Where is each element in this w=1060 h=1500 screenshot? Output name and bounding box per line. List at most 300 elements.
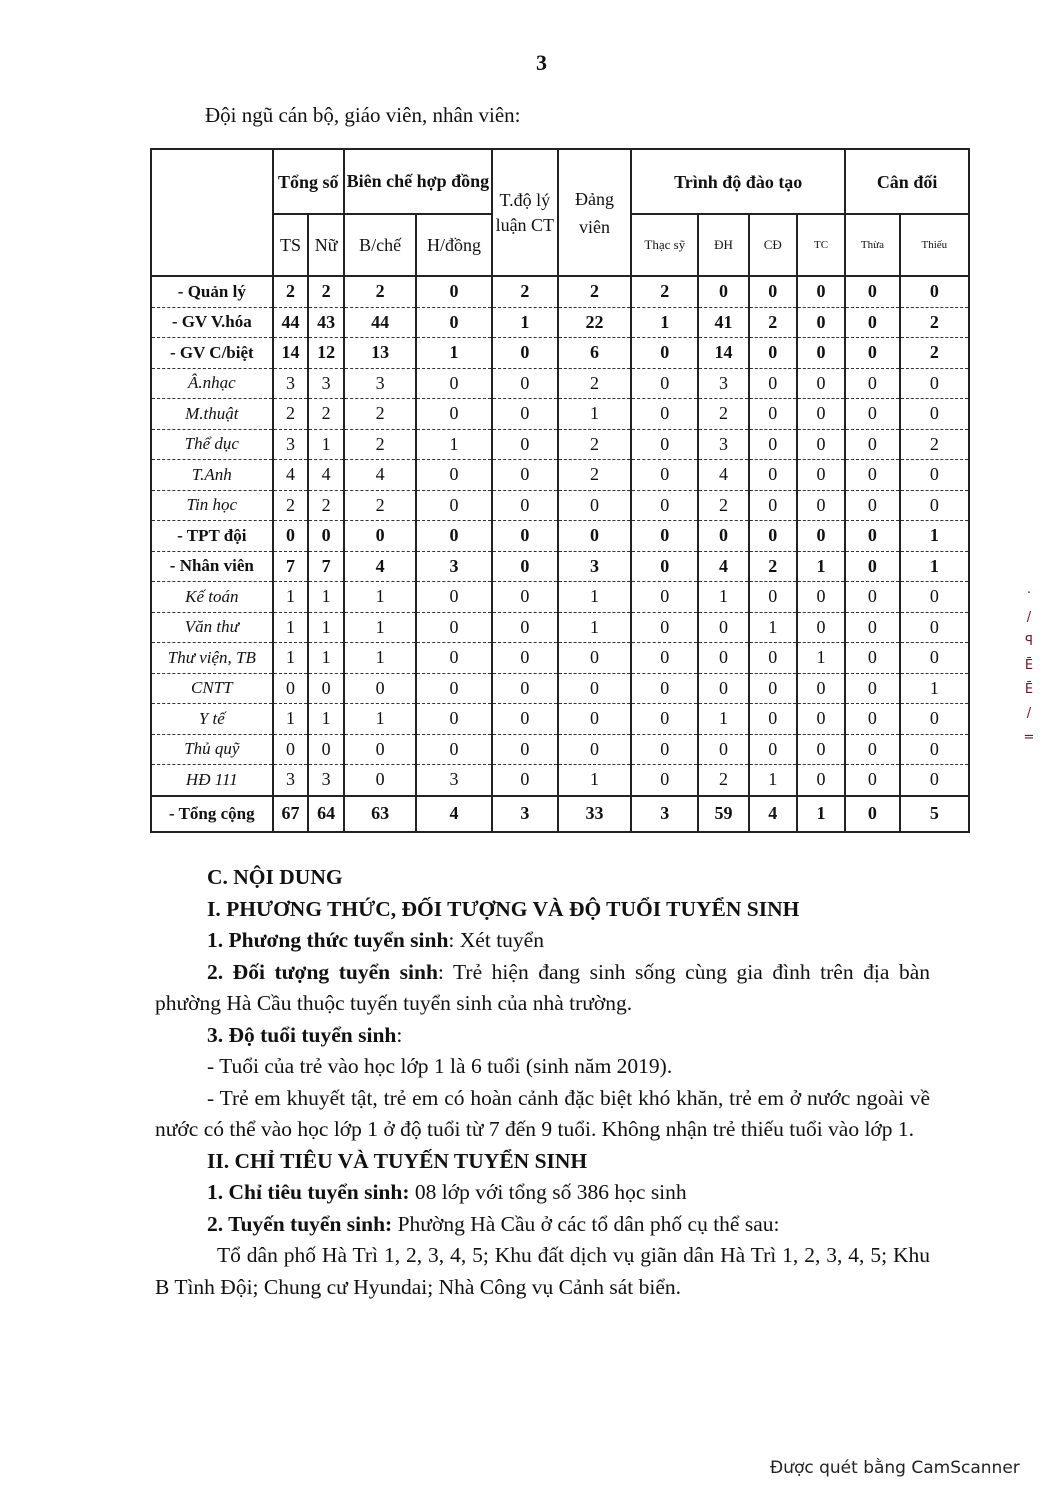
table-cell: 1: [416, 429, 492, 460]
item-1-text: : Xét tuyển: [448, 928, 544, 952]
table-cell: 0: [845, 673, 900, 704]
table-cell: 0: [698, 673, 748, 704]
table-row: [151, 643, 969, 674]
table-cell: 2: [558, 460, 631, 491]
margin-mark: =: [1023, 730, 1035, 745]
table-cell: 2: [308, 490, 344, 521]
row-label: Thể dục: [151, 429, 273, 460]
table-cell: 1: [749, 612, 797, 643]
table-cell: 59: [698, 796, 748, 832]
table-row: [151, 338, 969, 369]
table-cell: 0: [273, 521, 309, 552]
table-cell: 0: [749, 734, 797, 765]
subheader-bche: B/chế: [344, 214, 416, 276]
table-cell: 0: [749, 704, 797, 735]
staff-table-body: [151, 276, 969, 832]
table-cell: 3: [558, 551, 631, 582]
table-cell: 0: [797, 582, 845, 613]
table-cell: 0: [416, 582, 492, 613]
table-cell: 0: [416, 368, 492, 399]
table-cell: 1: [344, 643, 416, 674]
table-cell: 0: [416, 460, 492, 491]
table-cell: 2: [344, 429, 416, 460]
table-cell: 0: [558, 673, 631, 704]
table-cell: 0: [631, 368, 698, 399]
route-item: [155, 1209, 930, 1241]
table-cell: 0: [845, 338, 900, 369]
subheader-tc: TC: [797, 214, 845, 276]
table-cell: 0: [416, 521, 492, 552]
table-cell: 0: [492, 460, 558, 491]
table-cell: 0: [845, 276, 900, 307]
table-cell: 1: [344, 704, 416, 735]
table-cell: 2: [273, 276, 309, 307]
item-1: [155, 925, 930, 957]
table-cell: 0: [797, 460, 845, 491]
table-cell: 0: [492, 490, 558, 521]
row-label: - Quản lý: [151, 276, 273, 307]
table-cell: 0: [845, 307, 900, 338]
table-cell: 0: [631, 643, 698, 674]
table-cell: 0: [900, 582, 969, 613]
table-cell: 3: [698, 368, 748, 399]
table-row: [151, 307, 969, 338]
table-cell: 0: [698, 643, 748, 674]
table-row: [151, 551, 969, 582]
table-cell: 0: [492, 673, 558, 704]
table-cell: 0: [797, 490, 845, 521]
table-cell: 0: [749, 429, 797, 460]
table-cell: 0: [797, 765, 845, 796]
table-row: [151, 368, 969, 399]
header-tong-so: Tổng số: [273, 149, 344, 214]
route-text: Phường Hà Cầu ở các tổ dân phố cụ thể sau:: [392, 1211, 780, 1236]
table-cell: 7: [308, 551, 344, 582]
table-cell: 1: [900, 521, 969, 552]
table-cell: 1: [308, 582, 344, 613]
table-cell: 7: [273, 551, 309, 582]
subheader-dh: ĐH: [698, 214, 748, 276]
header-blank: [151, 149, 273, 276]
table-cell: 0: [845, 490, 900, 521]
table-cell: 0: [900, 368, 969, 399]
table-cell: 1: [416, 338, 492, 369]
table-cell: 0: [631, 338, 698, 369]
table-cell: 2: [698, 399, 748, 430]
document-content: [155, 862, 930, 1303]
table-cell: 44: [344, 307, 416, 338]
table-cell: 41: [698, 307, 748, 338]
header-can-doi: Cân đối: [845, 149, 969, 214]
table-cell: 2: [344, 399, 416, 430]
table-cell: 0: [492, 765, 558, 796]
table-row: [151, 765, 969, 796]
table-cell: 1: [273, 704, 309, 735]
table-cell: 0: [631, 612, 698, 643]
table-cell: 1: [797, 551, 845, 582]
table-cell: 0: [308, 673, 344, 704]
table-cell: 2: [900, 429, 969, 460]
table-cell: 2: [558, 429, 631, 460]
table-cell: 44: [273, 307, 309, 338]
table-cell: 3: [273, 429, 309, 460]
table-cell: 1: [273, 612, 309, 643]
table-cell: 6: [558, 338, 631, 369]
table-cell: 5: [900, 796, 969, 832]
table-cell: 0: [631, 460, 698, 491]
header-bien-che: Biên chế hợp đồng: [344, 149, 492, 214]
table-cell: 0: [344, 765, 416, 796]
table-cell: 1: [797, 643, 845, 674]
row-label: Thư viện, TB: [151, 643, 273, 674]
table-cell: 0: [845, 368, 900, 399]
table-cell: 2: [900, 338, 969, 369]
table-cell: 0: [558, 643, 631, 674]
table-cell: 63: [344, 796, 416, 832]
table-cell: 4: [273, 460, 309, 491]
margin-mark: /: [1026, 706, 1032, 721]
table-cell: 0: [797, 276, 845, 307]
table-row: [151, 673, 969, 704]
header-dang-vien: Đảng viên: [558, 149, 631, 276]
table-cell: 0: [558, 734, 631, 765]
table-cell: 2: [492, 276, 558, 307]
table-cell: 0: [797, 338, 845, 369]
table-cell: 0: [749, 582, 797, 613]
table-cell: 0: [492, 521, 558, 552]
table-cell: 0: [797, 368, 845, 399]
item-1-label: 1. Phương thức tuyển sinh: [207, 928, 449, 952]
table-cell: 0: [492, 612, 558, 643]
table-cell: 0: [797, 704, 845, 735]
row-label: HĐ 111: [151, 765, 273, 796]
table-cell: 0: [845, 796, 900, 832]
table-cell: 4: [308, 460, 344, 491]
quota-label: 1. Chỉ tiêu tuyển sinh:: [207, 1180, 410, 1204]
table-cell: 0: [698, 521, 748, 552]
table-cell: 4: [344, 460, 416, 491]
table-cell: 0: [845, 734, 900, 765]
table-cell: 0: [631, 734, 698, 765]
subheader-thac-sy: Thạc sỹ: [631, 214, 698, 276]
table-cell: 2: [273, 399, 309, 430]
table-cell: 0: [631, 490, 698, 521]
table-cell: 0: [631, 673, 698, 704]
section-1-heading: I. PHƯƠNG THỨC, ĐỐI TƯỢNG VÀ ĐỘ TUỔI TUYỂN SINH: [207, 896, 800, 921]
table-cell: 3: [631, 796, 698, 832]
table-cell: 0: [416, 490, 492, 521]
table-cell: 1: [558, 399, 631, 430]
table-cell: 14: [698, 338, 748, 369]
table-cell: 0: [416, 399, 492, 430]
table-cell: 2: [344, 276, 416, 307]
table-cell: 0: [845, 521, 900, 552]
table-cell: 0: [797, 521, 845, 552]
table-cell: 33: [558, 796, 631, 832]
row-label: CNTT: [151, 673, 273, 704]
table-cell: 0: [631, 399, 698, 430]
table-cell: 1: [558, 765, 631, 796]
table-cell: 0: [698, 734, 748, 765]
margin-mark: ·: [1026, 586, 1032, 601]
table-cell: 0: [631, 704, 698, 735]
subheader-hdong: H/đồng: [416, 214, 492, 276]
table-cell: 0: [749, 338, 797, 369]
table-cell: 4: [698, 460, 748, 491]
table-cell: 0: [749, 460, 797, 491]
item-3-label: 3. Độ tuổi tuyển sinh: [207, 1022, 397, 1047]
table-cell: 0: [797, 429, 845, 460]
camscanner-watermark: Được quét bằng CamScanner: [770, 1458, 1020, 1478]
table-cell: 0: [492, 338, 558, 369]
table-row: [151, 796, 969, 832]
table-cell: 3: [273, 765, 309, 796]
table-cell: 3: [344, 368, 416, 399]
table-cell: 0: [845, 399, 900, 430]
item-3-colon: :: [396, 1022, 403, 1047]
item-2-label: 2. Đối tượng tuyển sinh: [207, 959, 438, 984]
table-row: [151, 429, 969, 460]
table-cell: 1: [797, 796, 845, 832]
row-label: Kế toán: [151, 582, 273, 613]
table-cell: 1: [900, 673, 969, 704]
table-cell: 1: [698, 582, 748, 613]
table-cell: 0: [900, 734, 969, 765]
table-cell: 1: [749, 765, 797, 796]
table-cell: 1: [308, 612, 344, 643]
item-3: [155, 1020, 930, 1052]
table-cell: 0: [797, 612, 845, 643]
table-cell: 0: [273, 673, 309, 704]
row-label: Tin học: [151, 490, 273, 521]
margin-mark: Ē: [1024, 682, 1034, 697]
row-label: M.thuật: [151, 399, 273, 430]
table-cell: 0: [492, 734, 558, 765]
table-cell: 0: [344, 673, 416, 704]
table-cell: 1: [308, 643, 344, 674]
row-label: - Tổng cộng: [151, 796, 273, 832]
margin-mark: ꟼ: [1025, 634, 1033, 649]
table-cell: 0: [308, 734, 344, 765]
subheader-ts: TS: [273, 214, 309, 276]
subheader-thua: Thừa: [845, 214, 900, 276]
header-tdo-ly-luan: T.độ lý luận CT: [492, 149, 558, 276]
table-cell: 1: [492, 307, 558, 338]
item-3-bullet-2: - Trẻ em khuyết tật, trẻ em có hoàn cảnh đặc biệt khó khăn, trẻ em ở nước ngoài về nước có thể vào học lớp 1 ở độ tuổi từ 7 đến 9 tuổi. Không nhận trẻ thiếu tuổi vào lớp 1.: [155, 1085, 930, 1141]
table-cell: 0: [631, 429, 698, 460]
table-cell: 3: [492, 796, 558, 832]
subheader-thieu: Thiếu: [900, 214, 969, 276]
table-cell: 0: [558, 704, 631, 735]
table-cell: 2: [308, 399, 344, 430]
table-cell: 0: [273, 734, 309, 765]
table-cell: 0: [797, 307, 845, 338]
margin-mark: Ē: [1024, 658, 1034, 673]
table-cell: 0: [900, 490, 969, 521]
table-cell: 0: [845, 551, 900, 582]
table-cell: 1: [698, 704, 748, 735]
table-cell: 3: [416, 765, 492, 796]
section-c-heading: C. NỘI DUNG: [207, 865, 343, 889]
table-cell: 0: [749, 643, 797, 674]
table-cell: 0: [416, 704, 492, 735]
item-2: [155, 957, 930, 1020]
table-row: [151, 582, 969, 613]
table-row: [151, 460, 969, 491]
table-cell: 0: [749, 521, 797, 552]
section-2-heading: II. CHỈ TIÊU VÀ TUYẾN TUYỂN SINH: [207, 1148, 588, 1173]
table-cell: 0: [900, 276, 969, 307]
table-cell: 0: [631, 765, 698, 796]
table-cell: 0: [797, 399, 845, 430]
table-cell: 0: [492, 704, 558, 735]
staff-table: [150, 148, 970, 833]
table-cell: 0: [900, 399, 969, 430]
table-cell: 0: [492, 368, 558, 399]
table-cell: 0: [698, 612, 748, 643]
row-label: - GV C/biệt: [151, 338, 273, 369]
row-label: - Nhân viên: [151, 551, 273, 582]
table-cell: 0: [900, 612, 969, 643]
table-row: [151, 399, 969, 430]
table-cell: 0: [344, 521, 416, 552]
table-row: [151, 704, 969, 735]
subheader-cd: CĐ: [749, 214, 797, 276]
table-cell: 3: [416, 551, 492, 582]
table-cell: 0: [416, 307, 492, 338]
quota-item: [155, 1177, 930, 1209]
table-cell: 1: [344, 582, 416, 613]
table-cell: 0: [900, 765, 969, 796]
row-label: T.Anh: [151, 460, 273, 491]
quota-text: 08 lớp với tổng số 386 học sinh: [409, 1180, 687, 1204]
table-cell: 2: [558, 276, 631, 307]
table-cell: 1: [344, 612, 416, 643]
table-cell: 0: [797, 673, 845, 704]
table-cell: 1: [308, 429, 344, 460]
table-cell: 3: [273, 368, 309, 399]
table-cell: 0: [558, 521, 631, 552]
table-cell: 0: [845, 612, 900, 643]
item-2-text: : Trẻ hiện đang sinh sống cùng gia đình trên địa bàn phường Hà Cầu thuộc tuyến tuyển sinh của nhà trường.: [155, 959, 930, 1015]
table-cell: 0: [631, 551, 698, 582]
table-cell: 2: [273, 490, 309, 521]
row-label: Â.nhạc: [151, 368, 273, 399]
table-cell: 0: [749, 368, 797, 399]
table-cell: 0: [344, 734, 416, 765]
page-number: 3: [536, 50, 547, 75]
table-cell: 4: [749, 796, 797, 832]
table-cell: 0: [749, 399, 797, 430]
table-cell: 0: [749, 276, 797, 307]
table-cell: 0: [416, 643, 492, 674]
route-label: 2. Tuyến tuyển sinh:: [207, 1211, 393, 1236]
table-cell: 1: [900, 551, 969, 582]
table-cell: 0: [558, 490, 631, 521]
table-cell: 0: [900, 643, 969, 674]
row-label: - GV V.hóa: [151, 307, 273, 338]
header-trinh-do: Trình độ đào tạo: [631, 149, 845, 214]
table-cell: 0: [845, 582, 900, 613]
table-cell: 0: [492, 582, 558, 613]
table-cell: 0: [749, 490, 797, 521]
table-cell: 0: [631, 521, 698, 552]
table-cell: 0: [416, 673, 492, 704]
table-cell: 2: [698, 765, 748, 796]
table-cell: 4: [416, 796, 492, 832]
table-cell: 3: [698, 429, 748, 460]
table-cell: 0: [416, 276, 492, 307]
table-cell: 22: [558, 307, 631, 338]
table-cell: 4: [698, 551, 748, 582]
margin-mark: /: [1026, 610, 1032, 625]
table-cell: 0: [845, 765, 900, 796]
table-cell: 3: [308, 368, 344, 399]
table-cell: 2: [749, 551, 797, 582]
route-detail: Tổ dân phố Hà Trì 1, 2, 3, 4, 5; Khu đất dịch vụ giãn dân Hà Trì 1, 2, 3, 4, 5; Khu B Tình Đội; Chung cư Hyundai; Nhà Công vụ Cảnh sát biển.: [155, 1243, 930, 1299]
table-cell: 0: [797, 734, 845, 765]
table-cell: 2: [344, 490, 416, 521]
table-cell: 0: [631, 582, 698, 613]
table-cell: 0: [492, 399, 558, 430]
item-3-bullet-1: - Tuổi của trẻ vào học lớp 1 là 6 tuổi (sinh năm 2019).: [207, 1054, 673, 1078]
row-label: Thủ quỹ: [151, 734, 273, 765]
table-cell: 0: [900, 704, 969, 735]
table-cell: 0: [845, 704, 900, 735]
table-row: [151, 734, 969, 765]
table-row: [151, 612, 969, 643]
staff-intro-heading: Đội ngũ cán bộ, giáo viên, nhân viên:: [205, 103, 521, 127]
table-cell: 2: [631, 276, 698, 307]
table-cell: 12: [308, 338, 344, 369]
table-cell: 0: [845, 460, 900, 491]
table-cell: 0: [416, 612, 492, 643]
table-row: [151, 490, 969, 521]
table-cell: 64: [308, 796, 344, 832]
table-cell: 0: [308, 521, 344, 552]
table-cell: 2: [558, 368, 631, 399]
table-cell: 0: [492, 643, 558, 674]
table-cell: 0: [416, 734, 492, 765]
table-cell: 1: [273, 643, 309, 674]
table-cell: 0: [492, 551, 558, 582]
table-cell: 3: [308, 765, 344, 796]
table-cell: 4: [344, 551, 416, 582]
table-cell: 0: [698, 276, 748, 307]
table-cell: 2: [698, 490, 748, 521]
table-cell: 1: [308, 704, 344, 735]
table-cell: 67: [273, 796, 309, 832]
row-label: Văn thư: [151, 612, 273, 643]
table-cell: 13: [344, 338, 416, 369]
table-cell: 0: [845, 429, 900, 460]
table-cell: 2: [308, 276, 344, 307]
table-cell: 0: [900, 460, 969, 491]
table-cell: 2: [749, 307, 797, 338]
table-cell: 43: [308, 307, 344, 338]
subheader-nu: Nữ: [308, 214, 344, 276]
table-cell: 0: [749, 673, 797, 704]
row-label: - TPT đội: [151, 521, 273, 552]
table-cell: 1: [631, 307, 698, 338]
table-cell: 1: [558, 612, 631, 643]
row-label: Y tế: [151, 704, 273, 735]
table-cell: 2: [900, 307, 969, 338]
table-cell: 1: [558, 582, 631, 613]
table-cell: 14: [273, 338, 309, 369]
table-row: [151, 521, 969, 552]
margin-stamp-marks: [1020, 582, 1038, 750]
